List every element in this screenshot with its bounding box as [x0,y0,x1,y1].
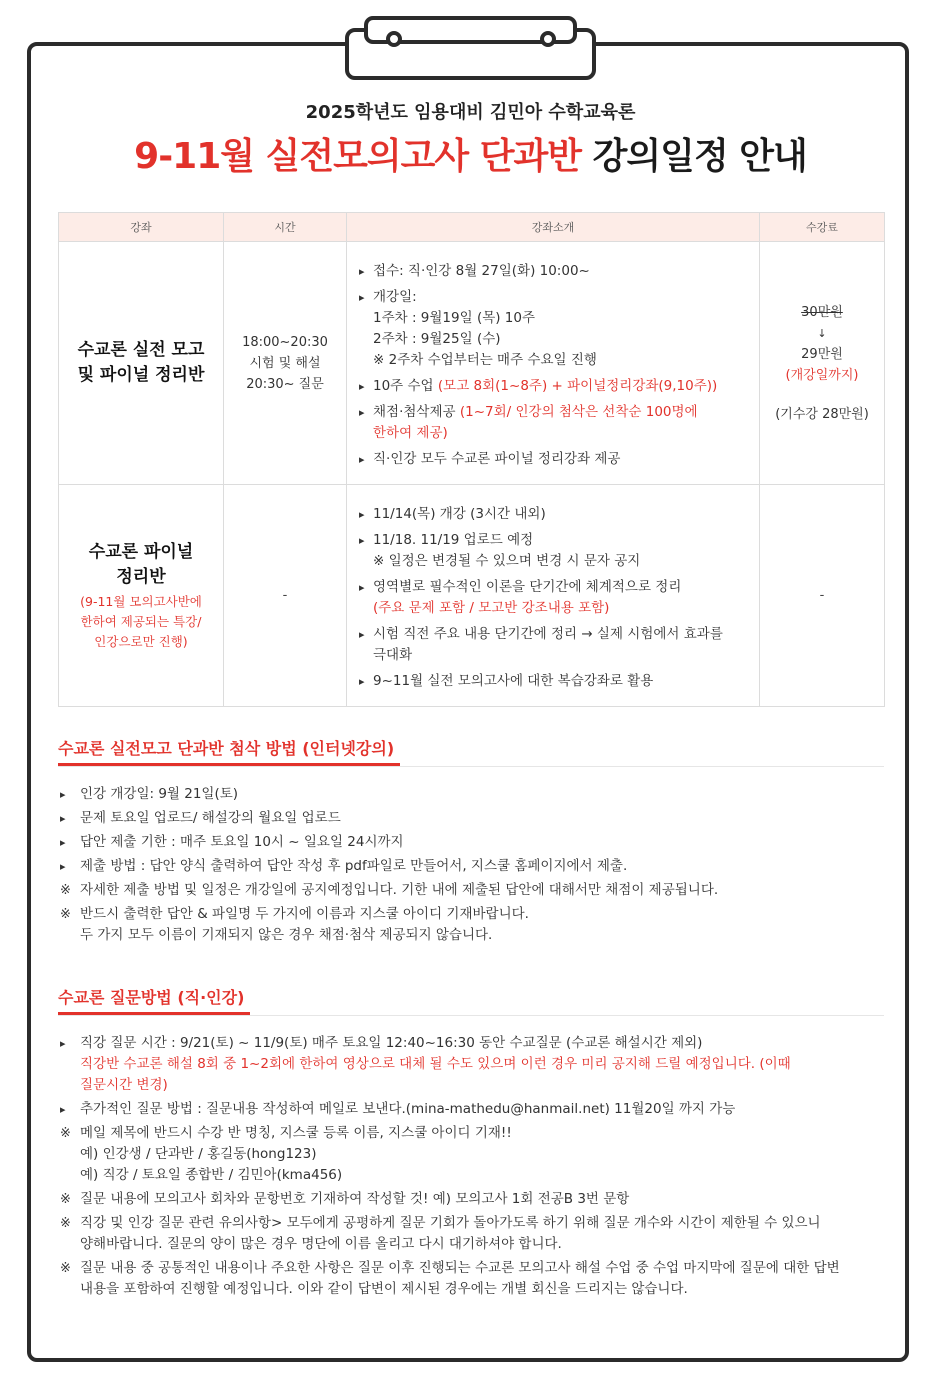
intro-item: ▸ 채점·첨삭제공 (1~7회/ 인강의 첨삭은 선착순 100명에 한하여 제공) [359,402,749,444]
section-heading-correction [58,736,884,767]
course-name [60,540,222,590]
section-heading-questions [58,985,884,1016]
intro-item: ▸ 11/14(목) 개강 (3시간 내외) [359,504,749,525]
time-line: 20:30~ 질문 [246,376,324,392]
correction-list [60,784,880,949]
course-name-line: 수교론 파이널 [88,541,194,562]
list-item: ▸ 답안 제출 기한 : 매주 토요일 10시 ~ 일요일 24시까지 [60,832,880,853]
list-item: ▸ 인강 개강일: 9월 21일(토) [60,784,880,805]
fee-alumni: (기수강 28만원) [775,406,869,422]
intro-cell [347,485,760,707]
list-item: ▸ 문제 토요일 업로드/ 해설강의 월요일 업로드 [60,808,880,829]
question-list [60,1033,880,1303]
page-subtitle: 2025학년도 임용대비 김민아 수학교육론 [305,102,636,123]
header-fee: 수강료 [760,213,885,242]
time-line: 시험 및 해설 [249,355,321,371]
section-heading-text: 수교론 실전모고 단과반 첨삭 방법 (인터넷강의) [58,736,400,766]
clip-hole-left-icon [386,31,402,47]
intro-item: ▸ 직·인강 모두 수교론 파이널 정리강좌 제공 [359,449,749,470]
note-item: ※ 질문 내용 중 공통적인 내용이나 주요한 사항은 질문 이후 진행되는 수교론 모의고사 해설 수업 중 수업 마지막에 질문에 대한 답변 내용을 포함하여 진행할 예정입니다. 이와 같이 답변이 제시된 경우에는 개별 회신을 드리지는 않습니다. [60,1258,880,1300]
fee-cell [760,242,885,485]
intro-item: ▸ 10주 수업 (모고 8회(1~8주) + 파이널정리강좌(9,10주)) [359,376,749,397]
intro-item: ▸ 개강일: 1주차 : 9월19일 (목) 10주 2주차 : 9월25일 (수) ※ 2주차 수업부터는 매주 수요일 진행 [359,287,749,371]
section-heading-text: 수교론 질문방법 (직·인강) [58,985,250,1015]
time-line: 18:00~20:30 [242,334,328,350]
down-arrow-icon: ↓ [817,326,827,340]
intro-item: ▸ 접수: 직·인강 8월 27일(화) 10:00~ [359,261,749,282]
note-item: ※ 자세한 제출 방법 및 일정은 개강일에 공지예정입니다. 기한 내에 제출된 답안에 대해서만 채점이 제공됩니다. [60,880,880,901]
header-time: 시간 [224,213,347,242]
page-title [0,128,941,179]
list-item: ▸ 제출 방법 : 답안 양식 출력하여 답안 작성 후 pdf파일로 만들어서, 지스쿨 홈페이지에서 제출. [60,856,880,877]
clip-hole-right-icon [540,31,556,47]
intro-item: ▸ 11/18. 11/19 업로드 예정 ※ 일정은 변경될 수 있으며 변경 시 문자 공지 [359,530,749,572]
fee-original: 30만원 [801,304,843,320]
title-highlight: 9-11월 실전모의고사 단과반 [134,136,582,177]
list-item: ▸ 직강 질문 시간 : 9/21(토) ~ 11/9(토) 매주 토요일 12:40~16:30 동안 수교질문 (수교론 해설시간 제외) 직강반 수교론 해설 8회 중 1~2회에 한하여 영상으로 대체 될 수도 있으며 이런 경우 미리 공지해 드릴 예정입니다. (이때 질문시간 변경) [60,1033,880,1096]
note-item: ※ 메일 제목에 반드시 수강 반 명칭, 지스쿨 등록 이름, 지스쿨 아이디 기재!! 예) 인강생 / 단과반 / 홍길동(hong123) 예) 직강 / 토요일 종합반 / 김민아(kma456) [60,1123,880,1186]
schedule-table [58,212,885,707]
course-note: (9-11월 모의고사반에 한하여 제공되는 특강/ 인강으로만 진행) [80,593,202,649]
course-name-line: 및 파이널 정리반 [77,365,205,385]
fee-discounted: 29만원 [801,346,843,362]
intro-item: ▸ 시험 직전 주요 내용 단기간에 정리 → 실제 시험에서 효과를 극대화 [359,624,749,666]
header-intro: 강좌소개 [347,213,760,242]
course-name [60,338,222,388]
intro-item: ▸ 영역별로 필수적인 이론을 단기간에 체계적으로 정리 (주요 문제 포함 / 모고반 강조내용 포함) [359,577,749,619]
note-item: ※ 질문 내용에 모의고사 회차와 문항번호 기재하여 작성할 것! 예) 모의고사 1회 전공B 3번 문항 [60,1189,880,1210]
table-row [59,242,885,485]
table-header-row [59,213,885,242]
time-cell [224,242,347,485]
header-course: 강좌 [59,213,224,242]
course-cell [59,242,224,485]
time-cell: - [224,485,347,707]
table-row [59,485,885,707]
title-rest: 강의일정 안내 [592,136,807,177]
course-name-line: 정리반 [116,566,166,587]
note-item: ※ 직강 및 인강 질문 관련 유의사항> 모두에게 공평하게 질문 기회가 돌아가도록 하기 위해 질문 개수와 시간이 제한될 수 있으니 양해바랍니다. 질문의 양이 많은 경우 명단에 이름 올리고 다시 대기하셔야 합니다. [60,1213,880,1255]
list-item: ▸ 추가적인 질문 방법 : 질문내용 작성하여 메일로 보낸다.(mina-mathedu@hanmail.net) 11월20일 까지 가능 [60,1099,880,1120]
intro-cell [347,242,760,485]
intro-item: ▸ 9~11월 실전 모의고사에 대한 복습강좌로 활용 [359,671,749,692]
note-item: ※ 반드시 출력한 답안 & 파일명 두 가지에 이름과 지스쿨 아이디 기재바랍니다. 두 가지 모두 이름이 기재되지 않은 경우 채점·첨삭 제공되지 않습니다. [60,904,880,946]
fee-deadline: (개강일까지) [785,367,859,383]
fee-cell: - [760,485,885,707]
course-cell [59,485,224,707]
course-name-line: 수교론 실전 모고 [77,340,205,360]
